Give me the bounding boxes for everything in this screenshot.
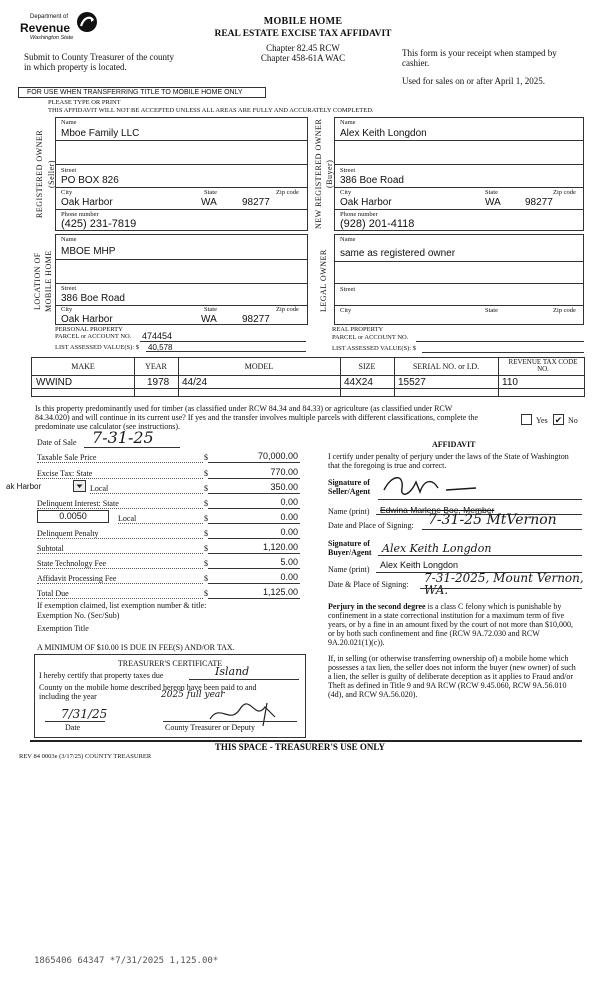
local-select-value: ak Harbor bbox=[6, 482, 42, 491]
buyer-phone-label: Phone number bbox=[340, 211, 378, 218]
dollar-sign: $ bbox=[204, 453, 208, 462]
make-cell: WWIND bbox=[36, 377, 73, 388]
affidavit-title: AFFIDAVIT bbox=[432, 440, 476, 449]
minimum-notice: A MINIMUM OF $10.00 IS DUE IN FEE(S) AND/OR TAX. bbox=[37, 643, 235, 652]
subtotal-label: Subtotal bbox=[37, 544, 203, 554]
col-model-header: MODEL bbox=[244, 362, 274, 371]
treasurer-year-hand: 2025 full year bbox=[161, 690, 225, 700]
dollar-sign: $ bbox=[204, 469, 208, 478]
buyer-name-label: Name bbox=[340, 119, 356, 126]
delinquent-state-label: Delinquent Interest: State bbox=[37, 499, 203, 509]
buyer-zip-label: Zip code bbox=[553, 189, 576, 196]
treasurer-space-label: THIS SPACE - TREASURER'S USE ONLY bbox=[214, 742, 386, 752]
real-assessed-label: LIST ASSESSED VALUE(S): $ bbox=[332, 345, 416, 352]
buyer-box bbox=[334, 117, 584, 231]
seller-name-print-label: Name (print) bbox=[328, 507, 370, 516]
legal-owner-box bbox=[334, 234, 584, 325]
legal-side-label: LEGAL OWNER bbox=[319, 249, 328, 313]
seller-state: WA bbox=[201, 197, 217, 208]
no-label: No bbox=[568, 416, 578, 425]
yes-checkbox[interactable] bbox=[521, 414, 532, 425]
location-state-label: State bbox=[204, 306, 217, 313]
year-cell: 1978 bbox=[147, 377, 170, 388]
dollar-sign: $ bbox=[204, 499, 208, 508]
seller-box bbox=[55, 117, 308, 231]
buyer-name: Alex Keith Longdon bbox=[340, 128, 427, 139]
lien-notice: If, in selling (or otherwise transferring ownership of) a mobile home which possesses a tax lien, the seller does not inform the buyer (new owner) of such a lien, the seller is guilty of deliberate deception as it applies to Fraud and/or Theft as defined in Title 9 and 9A RCW (RCW 9.45.060, RCW 9A.56.010 (4d), and RCW 9A.56.020). bbox=[328, 654, 576, 699]
local-rate-input[interactable]: 0.0050 bbox=[37, 510, 109, 523]
chapter-1: Chapter 82.45 RCW bbox=[266, 43, 340, 53]
location-box bbox=[55, 234, 308, 325]
excise-state-label: Excise Tax: State bbox=[37, 469, 203, 479]
delinquent-penalty-label: Delinquent Penalty bbox=[37, 529, 203, 539]
seller-city-label: City bbox=[61, 189, 73, 196]
taxable-price-value: 70,000.00 bbox=[257, 451, 298, 461]
no-checkbox[interactable]: ✔ bbox=[554, 415, 563, 425]
location-street-label: Street bbox=[61, 285, 77, 292]
seller-date-place-hand: 7-31-25 MtVernon bbox=[428, 512, 557, 528]
legal-name-label: Name bbox=[340, 236, 356, 243]
excise-local-label: Local bbox=[90, 484, 203, 494]
treasurer-deputy-label: County Treasurer or Deputy bbox=[165, 723, 255, 732]
treasurer-date-hand: 7/31/25 bbox=[61, 707, 108, 721]
buyer-street: 386 Boe Road bbox=[340, 175, 404, 186]
treasurer-text1: I hereby certify that property taxes due bbox=[39, 671, 164, 680]
delinquent-local-value: 0.00 bbox=[280, 512, 298, 522]
seller-name: Mboe Family LLC bbox=[61, 128, 140, 139]
seller-side-label: REGISTERED OWNER (Seller) bbox=[35, 129, 56, 219]
print-line: PLEASE TYPE OR PRINT bbox=[48, 99, 121, 106]
seller-name-label: Name bbox=[61, 119, 77, 126]
perjury-text: is a class C felony which is punishable by confinement in a state correctional institution for a maximum term of five years, or by a fine in an amount fixed by the court of not more than $10,000, or by both such confinement and fine (RCW 9A.72.030 and RCW 9A.20.021(1)(c)). bbox=[328, 602, 574, 647]
buyer-name-print-label: Name (print) bbox=[328, 565, 370, 574]
seller-date-place-label: Date and Place of Signing: bbox=[328, 521, 414, 530]
location-state: WA bbox=[201, 314, 217, 325]
accept-line: THIS AFFIDAVIT WILL NOT BE ACCEPTED UNLESS ALL AREAS ARE FULLY AND ACCURATELY COMPLETED. bbox=[48, 107, 374, 114]
assessed-label: LIST ASSESSED VALUE(S): $ bbox=[55, 344, 139, 351]
yes-label: Yes bbox=[536, 416, 548, 425]
location-zip: 98277 bbox=[242, 314, 270, 325]
transfer-only-box bbox=[18, 87, 266, 98]
treasurer-title: TREASURER'S CERTIFICATE bbox=[117, 659, 223, 668]
perjury-bold: Perjury in the second degree bbox=[328, 602, 426, 611]
exemption-note: If exemption claimed, list exemption number & title: bbox=[37, 601, 207, 610]
buyer-name-print: Alex Keith Longdon bbox=[380, 560, 459, 570]
seller-phone: (425) 231-7819 bbox=[61, 218, 137, 230]
assessed-value: 40,578 bbox=[148, 343, 173, 352]
form-title-line2: REAL ESTATE EXCISE TAX AFFIDAVIT bbox=[214, 29, 392, 39]
transfer-only-text: FOR USE WHEN TRANSFERRING TITLE TO MOBILE HOME ONLY bbox=[27, 89, 243, 96]
seller-phone-label: Phone number bbox=[61, 211, 99, 218]
dollar-sign: $ bbox=[204, 544, 208, 553]
seller-zip: 98277 bbox=[242, 197, 270, 208]
col-revenue-header: REVENUE TAX CODE NO. bbox=[508, 358, 578, 373]
legal-state-label: State bbox=[485, 307, 498, 314]
size-cell: 44X24 bbox=[344, 377, 373, 388]
seller-sig-label: Signature of Seller/Agent bbox=[328, 478, 371, 496]
model-cell: 44/24 bbox=[182, 377, 208, 388]
form-title-line1: MOBILE HOME bbox=[263, 16, 343, 27]
serial-cell: 15527 bbox=[398, 377, 426, 388]
exemption-no-label: Exemption No. (Sec/Sub) bbox=[37, 611, 120, 620]
location-city: Oak Harbor bbox=[61, 314, 113, 325]
location-city-label: City bbox=[61, 306, 73, 313]
real-parcel-label: PARCEL or ACCOUNT NO. bbox=[332, 334, 409, 341]
dollar-sign: $ bbox=[204, 559, 208, 568]
treasurer-county-hand: Island bbox=[215, 665, 250, 678]
col-size-header: SIZE bbox=[358, 362, 376, 371]
delinquent-state-value: 0.00 bbox=[280, 497, 298, 507]
seller-street: PO BOX 826 bbox=[61, 175, 119, 186]
chevron-down-icon bbox=[74, 481, 85, 491]
tech-fee-label: State Technology Fee bbox=[37, 559, 203, 569]
buyer-state: WA bbox=[485, 197, 501, 208]
seller-city: Oak Harbor bbox=[61, 197, 113, 208]
total-due-value: 1,125.00 bbox=[262, 587, 298, 597]
dollar-sign: $ bbox=[204, 589, 208, 598]
used-for-text: Used for sales on or after April 1, 2025. bbox=[402, 76, 545, 86]
vehicle-table bbox=[31, 357, 585, 397]
seller-signature-icon bbox=[380, 470, 480, 502]
submit-text: Submit to County Treasurer of the county in which property is located. bbox=[24, 52, 174, 72]
processing-fee-label: Affidavit Processing Fee bbox=[37, 574, 203, 584]
perjury-notice bbox=[328, 602, 580, 647]
timber-question: Is this property predominantly used for timber (as classified under RCW 84.34 and 84.33) or agriculture (as classified under RCW 84.34.020) and will continue in its current use? If yes and the transfer involves multiple parcels with different classifications, complete the predominate use calculator (see instructions). bbox=[35, 404, 479, 431]
buyer-zip: 98277 bbox=[525, 197, 553, 208]
real-property-label: REAL PROPERTY bbox=[332, 326, 384, 333]
legal-street-label: Street bbox=[340, 286, 356, 293]
col-year-header: YEAR bbox=[145, 362, 167, 371]
buyer-sig-label: Signature of Buyer/Agent bbox=[328, 539, 372, 557]
logo bbox=[20, 11, 102, 43]
delinquent-penalty-value: 0.00 bbox=[280, 527, 298, 537]
affidavit-text: I certify under penalty of perjury under the laws of the State of Washington that the foregoing is true and correct. bbox=[328, 452, 569, 470]
buyer-city: Oak Harbor bbox=[340, 197, 392, 208]
logo-agency-line3: Washington State bbox=[30, 35, 74, 41]
excise-state-value: 770.00 bbox=[270, 467, 298, 477]
form-title bbox=[190, 16, 416, 63]
dollar-sign: $ bbox=[204, 529, 208, 538]
col-serial-header: SERIAL NO. or I.D. bbox=[412, 362, 480, 371]
tech-fee-value: 5.00 bbox=[280, 557, 298, 567]
seller-name-print: Edwina Marlene Boe, Member bbox=[380, 505, 495, 515]
taxable-price-label: Taxable Sale Price bbox=[37, 453, 203, 463]
legal-owner-name: same as registered owner bbox=[340, 248, 456, 259]
subtotal-value: 1,120.00 bbox=[262, 542, 298, 552]
buyer-signature-hand: Alex Keith Longdon bbox=[382, 542, 492, 555]
buyer-phone: (928) 201-4118 bbox=[340, 218, 415, 230]
location-street: 386 Boe Road bbox=[61, 293, 125, 304]
col-make-header: MAKE bbox=[71, 362, 95, 371]
treasurer-text2: County on the mobile home described hereon have been paid to and including the year bbox=[39, 683, 257, 701]
dollar-sign: $ bbox=[204, 514, 208, 523]
buyer-state-label: State bbox=[485, 189, 498, 196]
buyer-date-place-label: Date & Place of Signing: bbox=[328, 580, 409, 589]
local-select-dropdown[interactable] bbox=[73, 480, 86, 492]
delinquent-local-label: Local bbox=[118, 514, 203, 524]
chapter-2: Chapter 458-61A WAC bbox=[260, 53, 346, 63]
logo-agency-line1: Department of bbox=[30, 14, 69, 20]
parcel-label: PARCEL or ACCOUNT NO. bbox=[55, 333, 132, 340]
excise-local-value: 350.00 bbox=[270, 482, 298, 492]
parcel-value: 474454 bbox=[142, 331, 173, 341]
legal-zip-label: Zip code bbox=[553, 307, 576, 314]
date-of-sale-label: Date of Sale bbox=[37, 438, 77, 447]
buyer-date-place-hand: 7-31-2025, Mount Vernon, WA. bbox=[424, 571, 584, 597]
exemption-title-label: Exemption Title bbox=[37, 624, 89, 633]
seller-state-label: State bbox=[204, 189, 217, 196]
receipt-text: This form is your receipt when stamped by cashier. bbox=[402, 48, 557, 68]
buyer-city-label: City bbox=[340, 189, 352, 196]
buyer-side-label: NEW REGISTERED OWNER (Buyer) bbox=[314, 118, 334, 230]
personal-property-label: PERSONAL PROPERTY bbox=[55, 326, 123, 333]
treasurer-certificate bbox=[34, 654, 306, 738]
treasurer-date-label: Date bbox=[65, 723, 81, 732]
processing-fee-value: 0.00 bbox=[280, 572, 298, 582]
dollar-sign: $ bbox=[204, 484, 208, 493]
rev-form-number: REV 84 0003e (3/17/25) COUNTY TREASURER bbox=[19, 753, 152, 760]
cashier-stamp: 1865406 64347 *7/31/2025 1,125.00* bbox=[34, 956, 219, 966]
legal-city-label: City bbox=[340, 307, 352, 314]
location-zip-label: Zip code bbox=[276, 306, 299, 313]
seller-zip-label: Zip code bbox=[276, 189, 299, 196]
location-name-label: Name bbox=[61, 236, 77, 243]
date-of-sale-value: 7-31-25 bbox=[92, 428, 154, 447]
location-name: MBOE MHP bbox=[61, 246, 116, 257]
seller-street-label: Street bbox=[61, 167, 77, 174]
revenue-code-cell: 110 bbox=[502, 377, 518, 388]
revenue-logo-icon bbox=[76, 11, 98, 33]
dollar-sign: $ bbox=[204, 574, 208, 583]
total-due-label: Total Due bbox=[37, 589, 203, 599]
location-side-label: LOCATION OF MOBILE HOME bbox=[33, 250, 53, 312]
buyer-street-label: Street bbox=[340, 167, 356, 174]
logo-agency-line2: Revenue bbox=[20, 21, 71, 35]
